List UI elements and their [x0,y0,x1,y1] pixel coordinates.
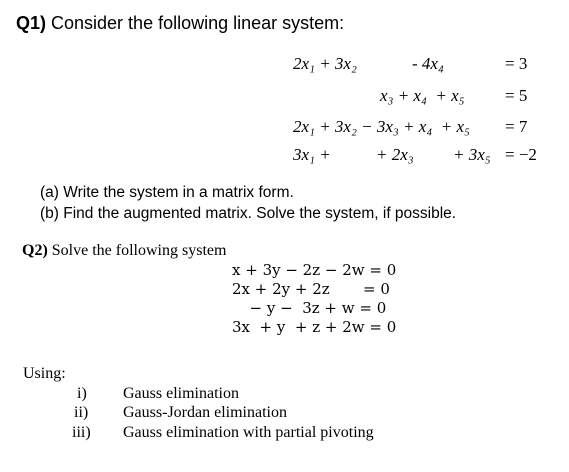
q1-eq4-terms-b: + 2x₃ [376,145,414,164]
q1-eq1-terms-b: - 4x₄ [412,54,444,73]
method-number: i) [77,385,87,402]
q1-eq1-terms-a: 2x₁ + 3x₂ [293,54,357,73]
q1-eq1-rhs: = 3 [505,54,528,73]
q2-title [22,242,226,260]
q2-eq3: − y − 3z + w = 0 [240,299,387,317]
q2-title-text: Solve the following system [47,242,227,259]
q2-eq4: 3x + y + z + 2w = 0 [232,318,397,336]
q1-part-b: (b) Find the augmented matrix. Solve the system, if possible. [40,205,457,222]
using-label: Using: [23,365,66,382]
q2-eq2: 2x + 2y + 2z = 0 [232,280,390,298]
method-partial-pivoting: Gauss elimination with partial pivoting [123,424,374,441]
q1-number: Q1) [16,13,47,33]
q1-title [16,13,344,34]
q1-eq2-terms: x₃ + x₄ + x₅ [380,86,465,105]
q1-eq2-rhs: = 5 [505,86,528,105]
method-gauss-elimination: Gauss elimination [123,385,239,402]
q1-part-a: (a) Write the system in a matrix form. [40,184,294,201]
q1-eq4-rhs: = −2 [505,145,537,164]
q1-title-text: Consider the following linear system: [46,13,345,33]
method-gauss-jordan: Gauss-Jordan elimination [123,404,287,421]
q1-eq4-terms-c: + 3x₅ [453,145,491,164]
q2-number: Q2) [22,242,48,259]
q2-eq1: x + 3y − 2z − 2w = 0 [232,261,397,279]
q1-eq3-rhs: = 7 [505,117,528,136]
method-number: iii) [72,424,91,441]
q1-eq4-terms-a: 3x₁ + [293,145,331,164]
q1-eq3-terms: 2x₁ + 3x₂ − 3x₃ + x₄ + x₅ [293,117,470,136]
method-number: ii) [74,404,89,421]
